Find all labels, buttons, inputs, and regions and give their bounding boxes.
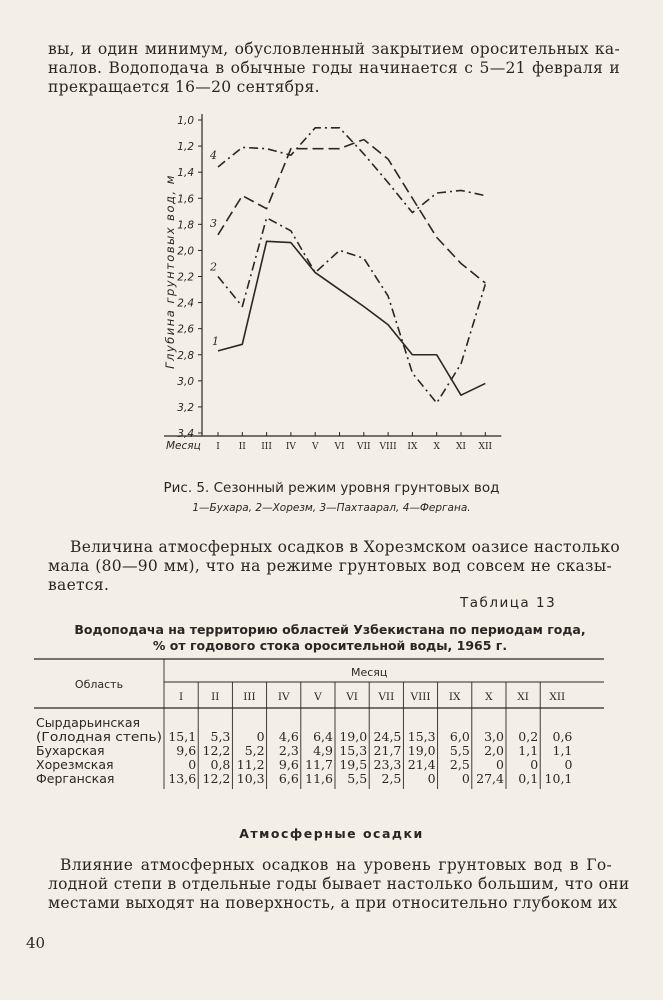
x-tick-label: IX <box>407 442 418 452</box>
text-line: Величина атмосферных осадков в Хорезмском оазисе настолько <box>70 538 621 556</box>
series-line-4 <box>218 128 485 213</box>
table-cell: 21,4 <box>407 757 436 772</box>
table-header-region: Область <box>74 678 124 691</box>
table-cell: 23,3 <box>373 757 402 772</box>
y-tick-label: 2,2 <box>177 271 194 284</box>
table-cell: 21,7 <box>373 743 402 758</box>
x-tick-label: X <box>433 442 440 452</box>
table-cell: 0 <box>530 757 539 772</box>
x-tick-label: IV <box>285 442 296 452</box>
table-month-header: VII <box>378 691 395 703</box>
table-month-header: XII <box>549 691 566 703</box>
paragraph-precipitation <box>48 538 621 595</box>
table-cell: 12,2 <box>202 771 231 786</box>
table-row-name: Хорезмская <box>36 757 114 772</box>
table-cell: 0,2 <box>518 729 539 744</box>
table-cell: 1,1 <box>518 743 539 758</box>
page-number: 40 <box>26 934 46 952</box>
table-cell: 0 <box>461 771 470 786</box>
text-line: мала (80—90 мм), что на режиме грунтовых вод совсем не сказы- <box>48 557 612 575</box>
table-cell: 9,6 <box>176 743 197 758</box>
table-title: Водоподача на территорию областей Узбекистана по периодам года, <box>74 622 586 637</box>
figure-legend: 1—Бухара, 2—Хорезм, 3—Пахтаарал, 4—Фергана. <box>192 502 471 514</box>
intro-paragraph <box>48 40 620 97</box>
table-row-name: Ферганская <box>36 771 115 786</box>
table-cell: 2,5 <box>449 757 470 772</box>
table-cell: 6,4 <box>313 729 333 744</box>
x-tick-label: III <box>261 442 272 452</box>
table-cell: 1,1 <box>552 743 573 758</box>
table-row-name: Сырдарьинская <box>36 715 141 730</box>
table-month-header: III <box>243 691 256 703</box>
table-cell: 19,0 <box>407 743 436 758</box>
text-line: вы, и один минимум, обусловленный закрытием оросительных ка- <box>48 40 620 58</box>
table-cell: 10,1 <box>544 771 573 786</box>
x-axis-label: Месяц <box>166 440 201 452</box>
table-cell: 2,5 <box>381 771 402 786</box>
table-row-name: Бухарская <box>36 743 105 758</box>
table-subtitle: % от годового стока оросительной воды, 1965 г. <box>152 638 508 653</box>
y-axis-label: Глубина грунтовых вод, м <box>163 174 177 369</box>
table-cell: 5,5 <box>347 771 368 786</box>
table-cell: 12,2 <box>202 743 231 758</box>
text-line: вается. <box>48 576 110 594</box>
y-tick-label: 1,6 <box>177 193 194 206</box>
table-cell: 15,3 <box>339 743 368 758</box>
section-heading: Атмосферные осадки <box>239 826 424 841</box>
series-label-2: 2 <box>210 260 217 274</box>
series-label-4: 4 <box>210 148 217 162</box>
table-cell: 2,0 <box>484 743 504 758</box>
table-cell: 0 <box>564 757 573 772</box>
x-tick-label: VII <box>356 442 371 452</box>
table-cell: 0,1 <box>518 771 539 786</box>
table-cell: 6,6 <box>278 771 299 786</box>
table-cell: 6,0 <box>449 729 470 744</box>
series-line-1 <box>218 241 485 395</box>
y-tick-label: 1,2 <box>177 141 194 154</box>
x-tick-label: V <box>311 442 319 452</box>
table-cell: 19,0 <box>339 729 368 744</box>
table-month-header: VI <box>346 691 358 703</box>
y-tick-label: 2,0 <box>177 245 194 258</box>
x-tick-label: I <box>216 442 220 452</box>
table-cell: 10,3 <box>236 771 265 786</box>
table-cell: 5,2 <box>244 743 265 758</box>
text-line: лодной степи в отдельные годы бывает настолько большим, что они <box>48 875 630 893</box>
groundwater-chart <box>150 108 510 468</box>
table-month-header: II <box>211 691 220 703</box>
table-month-header: XI <box>517 691 529 703</box>
table-cell: 0 <box>188 757 197 772</box>
text-line: налов. Водоподача в обычные годы начинается с 5—21 февраля и <box>48 59 620 77</box>
series-label-3: 3 <box>210 216 217 230</box>
series-line-2 <box>218 218 485 403</box>
y-tick-label: 2,4 <box>177 297 194 310</box>
table-month-header: I <box>179 691 184 703</box>
table-cell: 11,2 <box>236 757 265 772</box>
irrigation-table <box>34 657 614 807</box>
table-cell: 0,8 <box>210 757 231 772</box>
table-cell: 0 <box>256 729 265 744</box>
table-cell: 19,5 <box>339 757 368 772</box>
y-tick-label: 1,8 <box>177 219 194 232</box>
series-label-1: 1 <box>212 334 219 348</box>
y-tick-label: 3,4 <box>177 428 194 440</box>
table-number: Таблица 13 <box>460 595 557 611</box>
table-cell: 5,5 <box>449 743 470 758</box>
table-month-header: VIII <box>410 691 431 703</box>
x-tick-label: VIII <box>379 442 397 452</box>
table-cell: 3,0 <box>484 729 504 744</box>
x-tick-label: II <box>238 442 246 452</box>
figure-caption: Рис. 5. Сезонный режим уровня грунтовых вод <box>163 480 500 496</box>
text-line: Влияние атмосферных осадков на уровень грунтовых вод в Го- <box>60 856 612 874</box>
table-cell: 4,9 <box>313 743 333 758</box>
table-cell: 9,6 <box>278 757 299 772</box>
table-cell: 0,6 <box>552 729 573 744</box>
table-month-header: IV <box>277 691 290 703</box>
table-month-header: X <box>485 691 493 703</box>
table-cell: 15,3 <box>407 729 436 744</box>
table-cell: 2,3 <box>278 743 299 758</box>
table-cell: 5,3 <box>210 729 231 744</box>
table-header-month: Месяц <box>350 666 388 679</box>
table-cell: 15,1 <box>168 729 197 744</box>
y-tick-label: 2,6 <box>177 323 194 336</box>
y-tick-label: 3,2 <box>177 401 194 414</box>
table-cell: 24,5 <box>373 729 402 744</box>
text-line: прекращается 16—20 сентября. <box>48 78 320 96</box>
series-line-3 <box>218 140 485 283</box>
table-month-header: V <box>314 691 322 703</box>
table-cell: 27,4 <box>476 771 504 786</box>
table-month-header: IX <box>448 691 461 703</box>
y-tick-label: 2,8 <box>177 349 194 362</box>
y-tick-label: 3,0 <box>177 375 194 388</box>
table-cell: 0 <box>427 771 436 786</box>
table-cell: 13,6 <box>168 771 197 786</box>
text-line: местами выходят на поверхность, а при относительно глубоком их <box>48 894 618 912</box>
table-cell: 4,6 <box>278 729 299 744</box>
x-tick-label: XII <box>478 442 493 452</box>
x-tick-label: VI <box>334 442 345 452</box>
y-tick-label: 1,4 <box>177 167 194 180</box>
x-tick-label: XI <box>456 442 466 452</box>
y-tick-label: 1,0 <box>177 115 194 127</box>
table-cell: 0 <box>496 757 504 772</box>
paragraph-influence <box>48 856 630 913</box>
table-cell: 11,6 <box>305 771 333 786</box>
table-cell: 11,7 <box>305 757 333 772</box>
table-row-name-cont: (Голодная степь) <box>36 729 162 744</box>
